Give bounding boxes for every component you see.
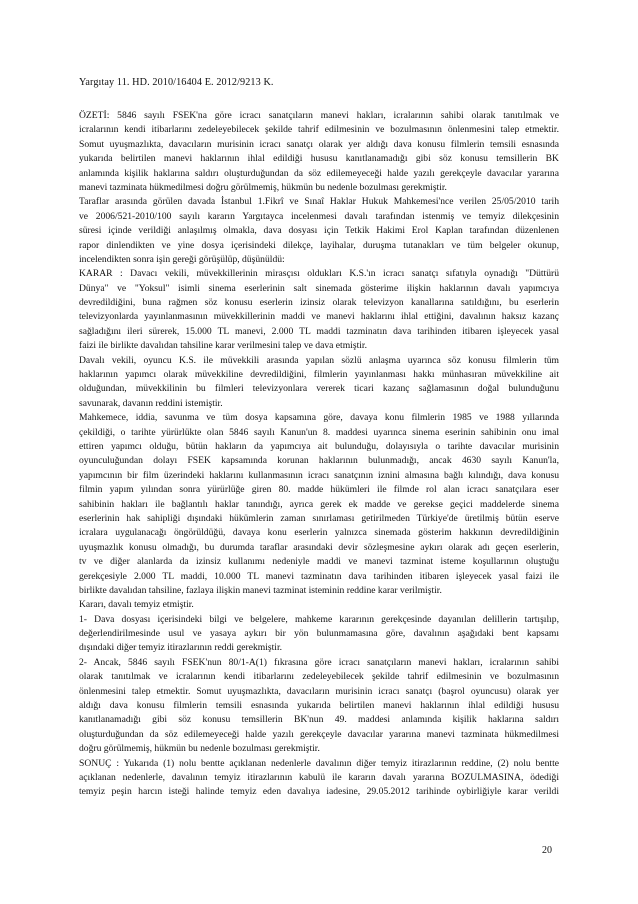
case-reference-header: Yargıtay 11. HD. 2010/16404 E. 2012/9213 K.	[79, 77, 274, 88]
text-line: rapor dinlendikten ve yine dosya içerisindeki dilekçe, layihalar, duruşma tutanakları ve tüm belgeler okunup,	[79, 239, 559, 251]
text-line: oyunculuğundan dolayı FSEK kapsamında korunan haklarının bulunmadığı, ancak 4630 sayılı Kanun'la,	[79, 455, 559, 467]
text-line: savunarak, davanın reddini istemiştir.	[79, 397, 223, 409]
text-line: yapımcının bir film üzerindeki haklarını kullanmasının icracı sanatçının iznini almasına bağlı kılındığı, dava konusu	[79, 469, 559, 481]
text-line: faizi ile birlikte davalıdan tahsiline karar verilmesini talep ve dava etmiştir.	[79, 340, 367, 352]
text-line: incelendikten sonra işin gereği görüşülüp, düşünüldü:	[79, 253, 285, 265]
text-line: doğru görülmemiş, hükmün bu nedenle bozulması gerekmiştir.	[79, 743, 320, 755]
text-line: çekildiği, o tarihte yürürlükte olan 5846 sayılı Kanun'un 8. maddesi uyarınca sinema eserinin sahibinin onu imal	[79, 426, 559, 438]
text-line: icralarının kendi itibarlarını zedeleyebilecek şekilde tahrif edilmesinin ve bozulmasının önlenmesini talep etmektir.	[79, 124, 559, 136]
text-line: temyiz peşin harcın isteği halinde temyiz eden davalıya iadesine, 29.05.2012 tarihinde oybirliğiyle karar verildi	[79, 786, 559, 798]
text-line: açıklanan nedenlerle, davalının temyiz itirazlarının kabulü ile kararın davalı yararına BOZULMASINA, ödediği	[79, 771, 559, 783]
text-line: sahibinin hakları ile bağlantılı haklar tanındığı, ayrıca gerek ek madde ve gerekse geçici maddelerde sinema	[79, 498, 559, 510]
text-line: Somut uyuşmazlıkta, davacıların murisinin icracı sanatçı olarak yer aldığı dava konusu filmlerin temsili esnasında	[79, 138, 559, 150]
text-line: haklarının yapımcı olarak müvekkiline devredildiğini, filmlerin yayınlanması hakkı münhasıran müvekkiline ait	[79, 369, 559, 381]
text-line: olarak tanıtılmak ve icralarının kendi itibarlarını zedeleyebilecek şekilde tahrif edilmesinin ve bozulmasının	[79, 671, 559, 683]
text-line: yukarıda belirtilen manevi haklarının ihlal edildiği hususu kanıtlanamadığı gibi söz konusu temsillerin BK	[79, 153, 559, 165]
text-line: manevi tazminata hükmedilmesi doğru görülmemiş, hükmün bu nedenle bozulması gerekmiştir.	[79, 181, 447, 193]
text-line: oluşturduğundan da söz edilemeyeceği halde yazılı gerekçeyle davacılar yararına manevi tazminata hükmedilmesi	[79, 728, 559, 740]
text-line: ve 2006/521-2010/100 sayılı kararın Yargıtayca incelenmesi davalı tarafından istenmiş ve temyiz dilekçesinin	[79, 210, 559, 222]
text-line: birlikte davalıdan tahsiline, fazlaya ilişkin manevi tazminat isteminin reddine karar verilmiştir.	[79, 584, 442, 596]
text-line: Mahkemece, iddia, savunma ve tüm dosya kapsamına göre, davaya konu filmlerin 1985 ve 1988 yıllarında	[79, 412, 559, 424]
text-line: Dünya" ve "Yoksul" isimli sinema eserlerinin salt sinemada gösterime ilişkin haklarının davalı yapımcıya	[79, 282, 559, 294]
text-line: ettiren yapımcı olduğu, bütün hakların da yapımcıya ait bulunduğu, dolayısıyla o tarihte davacılar murisinin	[79, 440, 559, 452]
page-number: 20	[542, 845, 552, 856]
text-line: ÖZETİ: 5846 sayılı FSEK'na göre icracı sanatçıların manevi hakları, icralarının sahibi olarak tanıtılmak ve	[79, 110, 559, 121]
text-line: değerlendirilmesinde usul ve yasaya aykırı bir yön bulunmamasına göre, davalının aşağıdaki bent kapsamı	[79, 628, 559, 640]
text-line: filmin yapım yılından sonra yürürlüğe giren 80. madde hükümleri ile filmde rol alan icracı sanatçılara eser	[79, 484, 559, 496]
text-line: Davalı vekili, oyuncu K.S. ile müvekkili arasında yapılan sözlü anlaşma uyarınca söz konusu filmlerin tüm	[79, 354, 559, 366]
decision-body-text	[79, 109, 559, 800]
text-line: eserlerinin hak sahipliği dışındaki hükümlerin zaman sınırlaması getirilmeden Türkiye'de üretilmiş bütün eserve	[79, 512, 559, 524]
text-line: olduğundan, müvekkilinin bu filmleri televizyonlara vererek ticari kazanç sağlamasının doğal bulunduğunu	[79, 383, 559, 395]
text-line: 2- Ancak, 5846 sayılı FSEK'nun 80/1-A(1) fıkrasına göre icracı sanatçıların manevi hakları, icralarının sahibi	[79, 656, 559, 668]
text-line: devredildiğini, buna rağmen söz konusu eserlerin izinsiz olarak televizyon kanallarına satıldığını, bu eserlerin	[79, 297, 559, 309]
text-line: televizyonlarda yayınlanmasının müvekkillerinin maddi ve manevi haklarını ihlal ettiğini, davalının haksız kazanç	[79, 311, 559, 323]
text-line: sağladığını ileri sürerek, 15.000 TL manevi, 2.000 TL maddi tazminatın dava tarihinden itibaren işleyecek yasal	[79, 325, 559, 337]
text-line: uyuşmazlık konusu olmadığı, bu durumda taraflar arasındaki devir sözleşmesine aykırı olarak adı geçen eserlerin,	[79, 541, 559, 553]
text-line: Kararı, davalı temyiz etmiştir.	[79, 599, 194, 611]
text-line: anlamında kişilik haklarına saldırı oluşturduğundan da söz edilemeyeceği halde yazılı gerekçeyle davacılar yararına	[79, 167, 559, 179]
text-line: aldığı dava konusu filmlerin temsili esnasında yukarıda belirtilen manevi haklarının ihlal edildiği hususu	[79, 700, 559, 712]
text-line: Taraflar arasında görülen davada İstanbul 1.Fikrî ve Sınaî Haklar Hukuk Mahkemesi'nce verilen 25/05/2010 tarih	[79, 196, 559, 208]
text-line: dışındaki diğer temyiz itirazlarının reddi gerekmiştir.	[79, 642, 283, 654]
text-line: KARAR : Davacı vekili, müvekkillerinin mirasçısı oldukları K.S.'ın icracı sanatçı sıfatıyla oynadığı "Düttürü	[79, 268, 559, 280]
text-line: süresi içinde verildiği anlaşılmış olmakla, dava dosyası için Tetkik Hakimi Erol Kaplan tarafından düzenlenen	[79, 225, 559, 237]
text-line: tv ve diğer alanlarda da izinsiz kullanımı nedeniyle maddi ve manevi tazminat isteme koşullarının oluştuğu	[79, 556, 559, 568]
text-line: 1- Dava dosyası içerisindeki bilgi ve belgelere, mahkeme kararının gerekçesinde dayanılan delillerin tartışılıp,	[79, 613, 559, 625]
text-line: icralara uygulanacağı öngörüldüğü, davaya konu eserlerin yalnızca sinemada gösterim hakkının devredildiğinin	[79, 527, 559, 539]
text-line: gerekçesiyle 2.000 TL maddi, 10.000 TL manevi tazminatın dava tarihinden itibaren işleyecek yasal faizi ile	[79, 570, 559, 582]
text-line: kanıtlanamadığı gibi söz konusu temsillerin BK'nun 49. maddesi anlamında kişilik haklarına saldırı	[79, 714, 559, 726]
text-line: SONUÇ : Yukarıda (1) nolu bentte açıklanan nedenlerle davalının diğer temyiz itirazlarının reddine, (2) nolu bentte	[79, 757, 559, 769]
text-line: önlenmesini talep etmektir. Somut uyuşmazlıkta, davacıların murisinin icracı sanatçı (başrol oyuncusu) olarak yer	[79, 685, 559, 697]
